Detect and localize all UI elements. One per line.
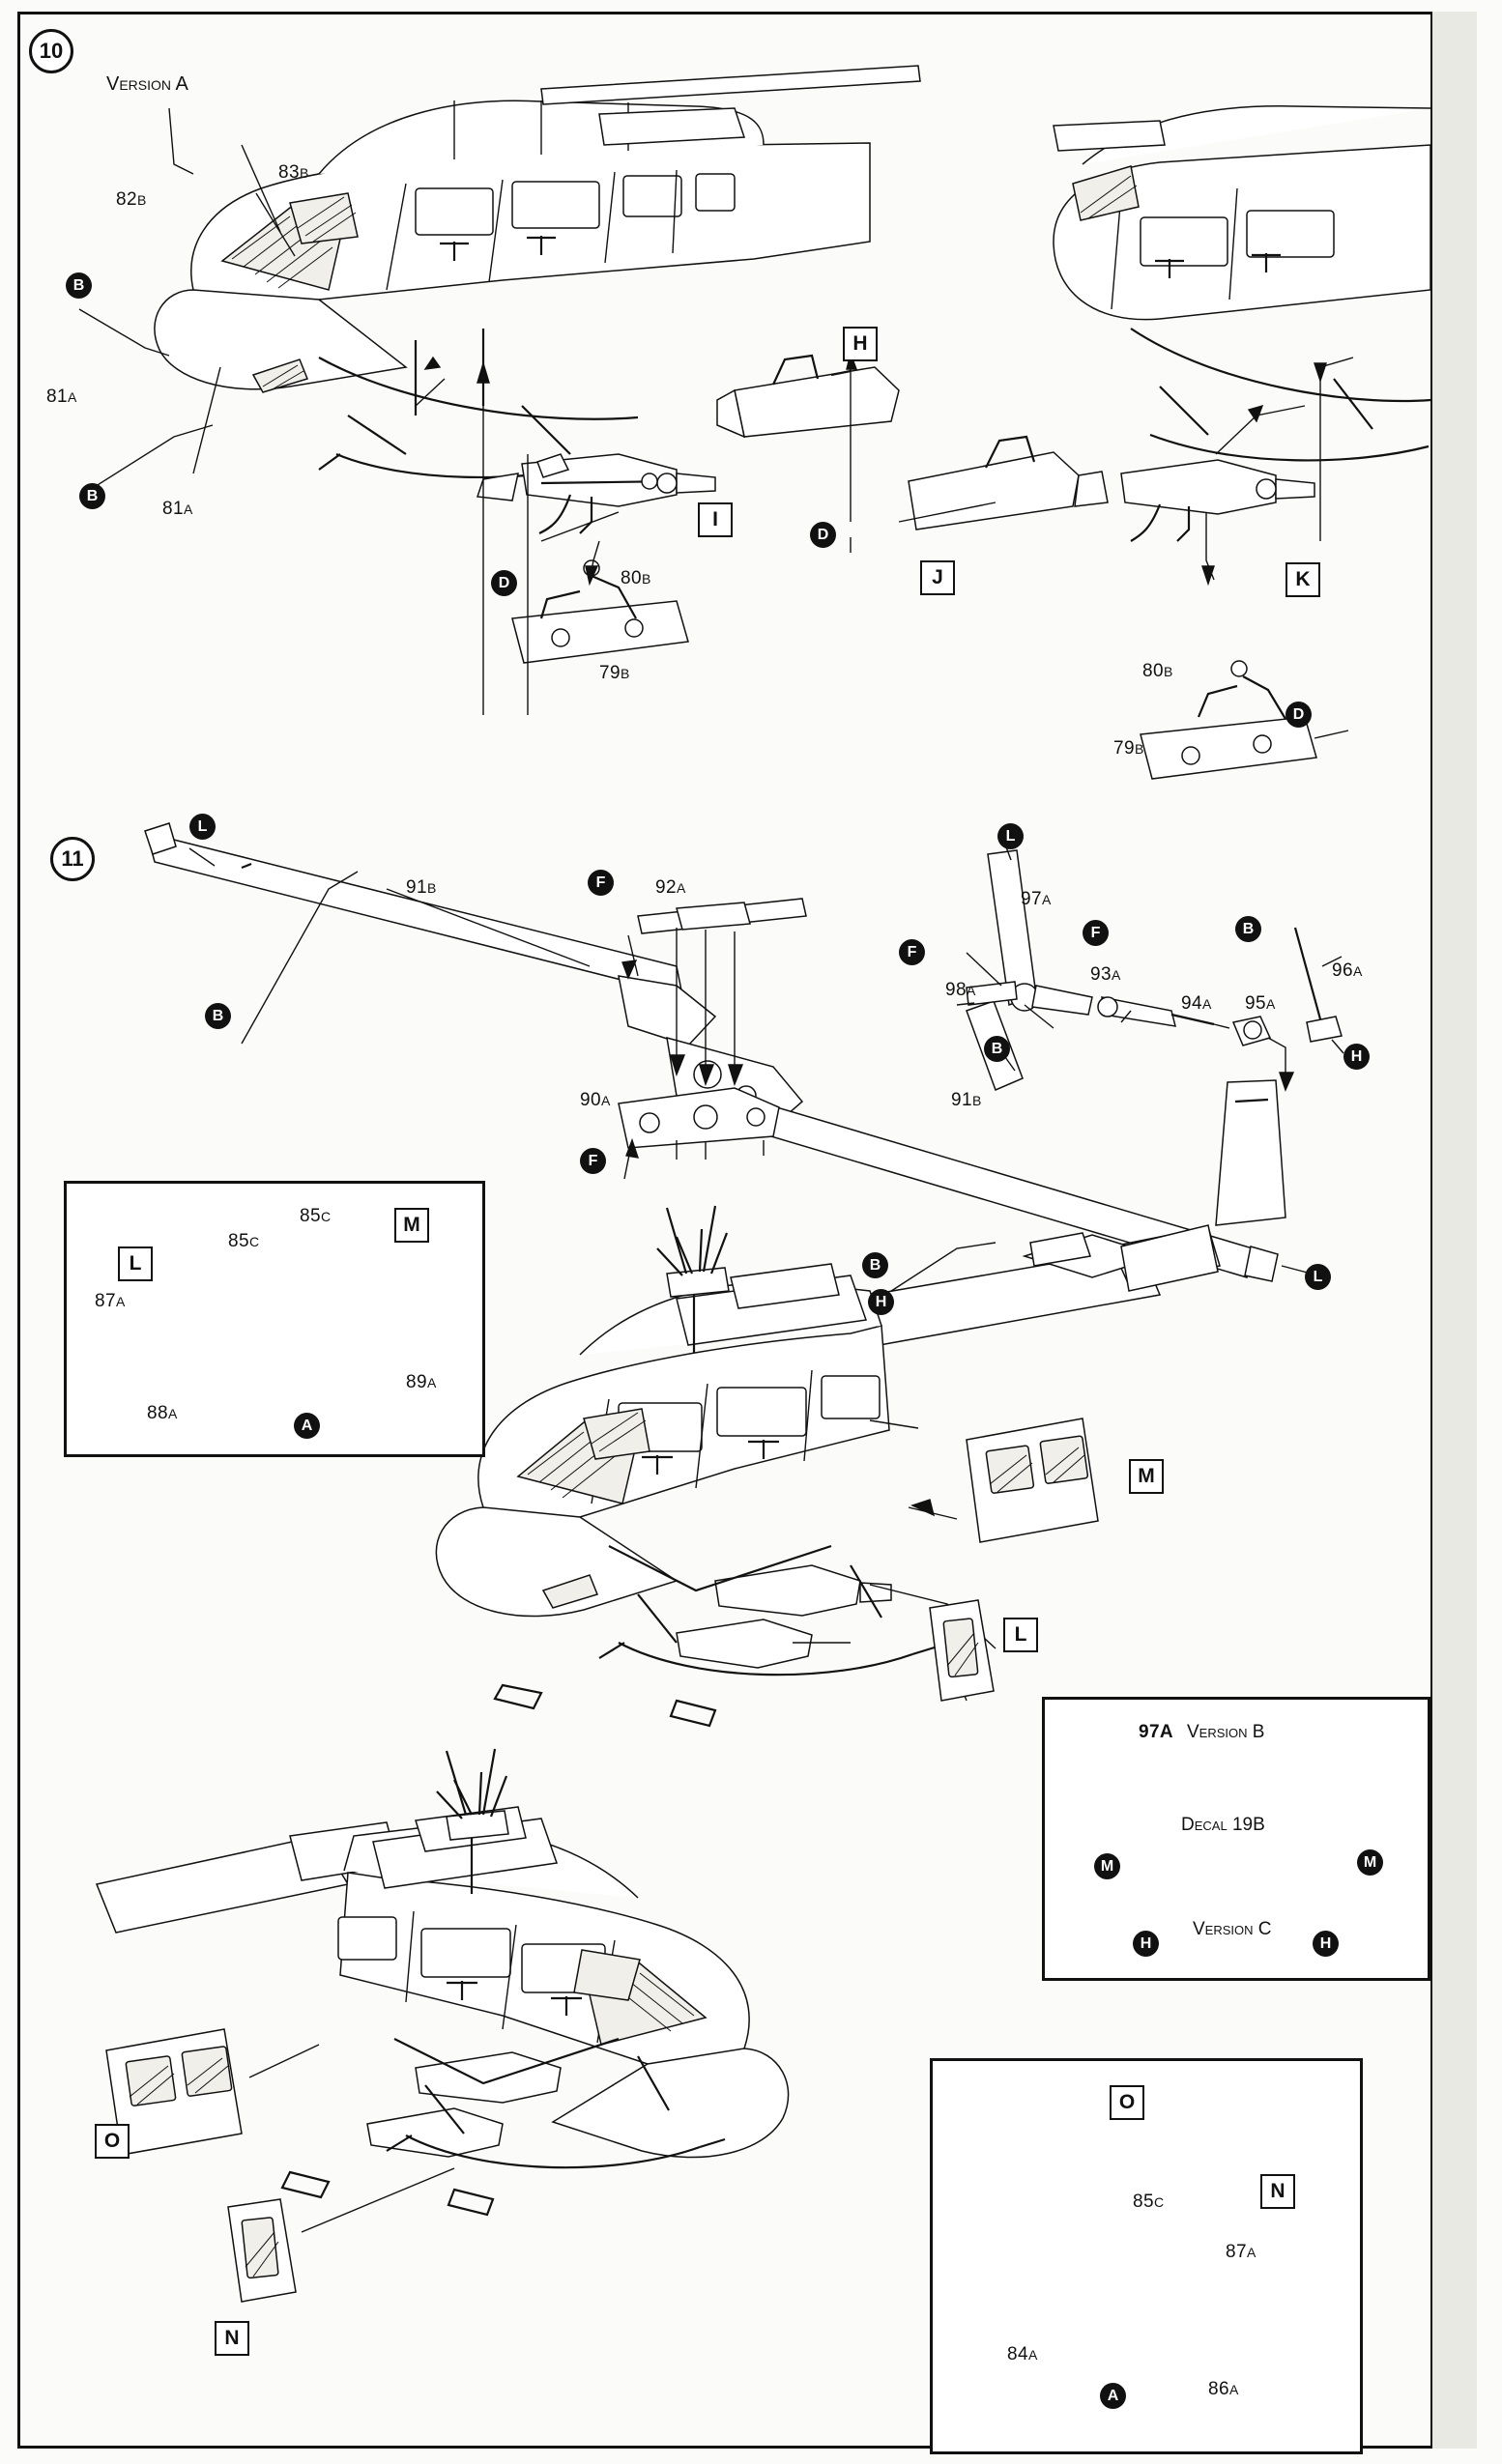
inset-on-part-87A: 87A — [1226, 2242, 1256, 2262]
callout-box-J: J — [920, 560, 955, 595]
marker-B-2: B — [79, 483, 105, 509]
inset-on-part-86A: 86A — [1208, 2379, 1239, 2399]
marker-D-3: D — [1285, 702, 1312, 728]
part-label-94A: 94A — [1181, 993, 1212, 1014]
inset-decal-label: Decal 19B — [1181, 1815, 1265, 1835]
callout-box-I: I — [698, 502, 733, 537]
part-label-95A: 95A — [1245, 993, 1276, 1014]
inset-box-L: L — [118, 1246, 153, 1281]
part-label-92A: 92A — [655, 877, 686, 898]
marker-L-1: L — [189, 814, 216, 840]
inset-box-M: M — [394, 1208, 429, 1243]
inset-panel-on — [930, 2058, 1363, 2454]
marker-F-2: F — [899, 939, 925, 965]
part-label-83B: 83B — [278, 162, 309, 183]
part-label-93A: 93A — [1090, 964, 1121, 985]
inset-part-88A: 88A — [147, 1403, 178, 1423]
part-label-90A: 90A — [580, 1090, 611, 1110]
part-label-96A: 96A — [1332, 960, 1363, 981]
inset-marker-H-right: H — [1313, 1931, 1339, 1957]
inset-version-title: 97A — [1139, 1722, 1174, 1742]
marker-H-1: H — [868, 1289, 894, 1315]
step-number-10: 10 — [29, 29, 73, 73]
part-label-79B-right: 79B — [1113, 738, 1144, 759]
marker-B-5: B — [1235, 916, 1261, 942]
marker-B-6: B — [862, 1252, 888, 1278]
step-10-caption: Version A — [106, 73, 188, 95]
part-label-98A: 98A — [945, 980, 976, 1000]
part-label-80B-right: 80B — [1142, 661, 1173, 681]
main-box-L: L — [1003, 1618, 1038, 1652]
inset-part-89A: 89A — [406, 1372, 437, 1392]
part-label-79B-left: 79B — [599, 663, 630, 683]
part-label-91B-left: 91B — [406, 877, 437, 898]
inset-on-box-N: N — [1260, 2174, 1295, 2209]
inset-part-87A: 87A — [95, 1291, 126, 1311]
marker-B-3: B — [205, 1003, 231, 1029]
marker-L-2: L — [997, 823, 1024, 849]
marker-B-1: B — [66, 272, 92, 299]
inset-on-marker-A: A — [1100, 2383, 1126, 2409]
marker-D-1: D — [491, 570, 517, 596]
inset-marker-M-right: M — [1357, 1849, 1383, 1876]
callout-box-H: H — [843, 327, 878, 361]
part-label-81A-top: 81A — [46, 387, 77, 407]
main-box-N: N — [215, 2321, 249, 2356]
inset-part-85C-1: 85C — [228, 1231, 260, 1251]
inset-marker-A: A — [294, 1413, 320, 1439]
part-label-97A: 97A — [1021, 889, 1052, 909]
inset-marker-H-left: H — [1133, 1931, 1159, 1957]
marker-F-3: F — [1083, 920, 1109, 946]
main-box-O: O — [95, 2124, 130, 2159]
inset-on-box-O: O — [1110, 2085, 1144, 2120]
part-label-82B: 82B — [116, 189, 147, 210]
inset-version-b-caption: Version B — [1187, 1722, 1265, 1742]
marker-F-1: F — [588, 870, 614, 896]
part-label-81A-bottom: 81A — [162, 499, 193, 519]
marker-B-4: B — [984, 1036, 1010, 1062]
marker-D-2: D — [810, 522, 836, 548]
part-label-91B-right: 91B — [951, 1090, 982, 1110]
main-box-M: M — [1129, 1459, 1164, 1494]
part-label-80B-left: 80B — [621, 568, 651, 588]
callout-box-K: K — [1285, 562, 1320, 597]
marker-F-4: F — [580, 1148, 606, 1174]
inset-part-85C-2: 85C — [300, 1206, 332, 1226]
inset-marker-M-left: M — [1094, 1853, 1120, 1879]
marker-H-2: H — [1343, 1044, 1370, 1070]
inset-on-part-84A: 84A — [1007, 2344, 1038, 2364]
inset-version-c-caption: Version C — [1193, 1919, 1272, 1939]
step-number-11: 11 — [50, 837, 95, 881]
inset-on-part-85C: 85C — [1133, 2192, 1165, 2212]
marker-L-3: L — [1305, 1264, 1331, 1290]
